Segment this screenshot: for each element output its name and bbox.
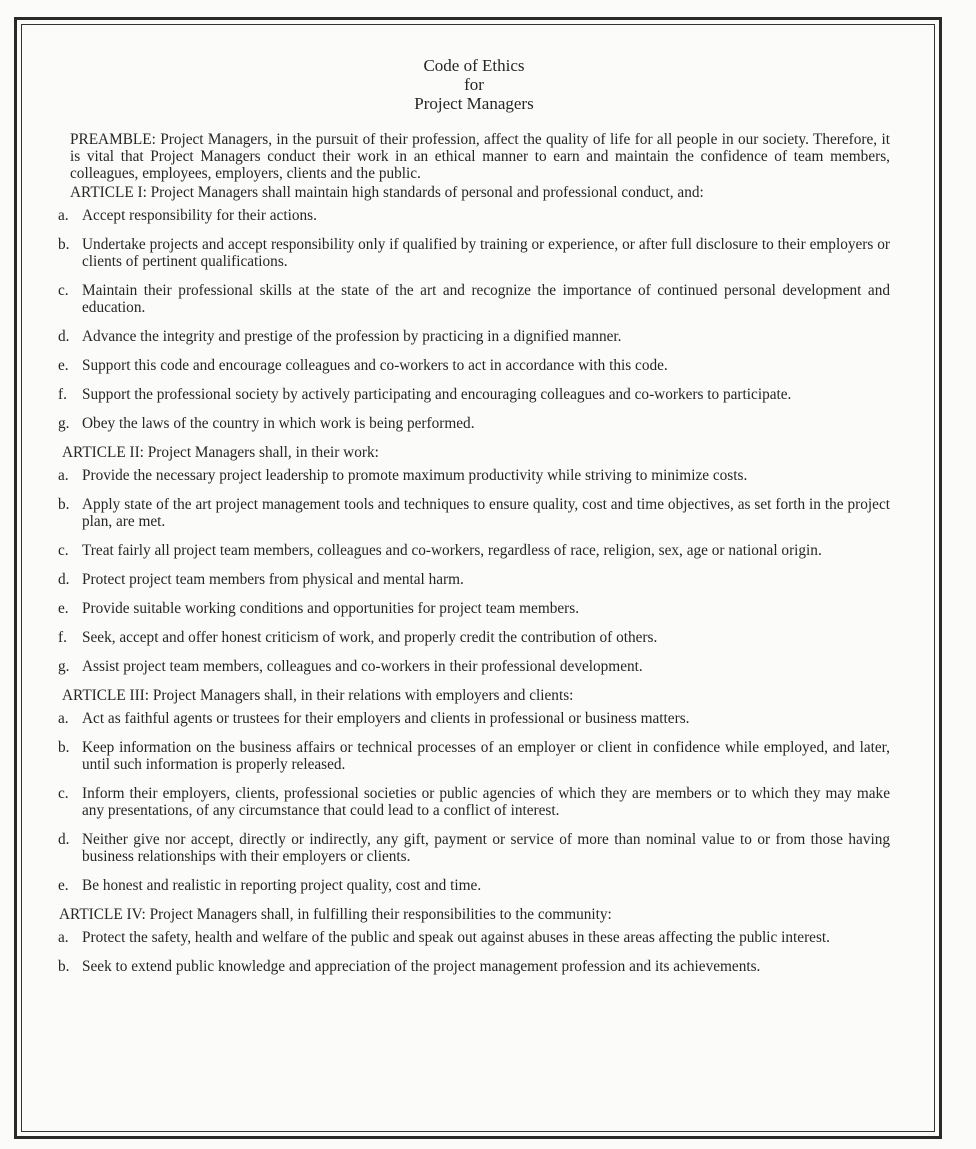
- list-item: [58, 785, 890, 819]
- title-line-1: Code of Ethics: [423, 56, 525, 75]
- item-marker: d.: [58, 571, 70, 588]
- item-marker: c.: [58, 542, 69, 559]
- article-3-list: [58, 710, 890, 894]
- item-text: Neither give nor accept, directly or indirectly, any gift, payment or service of more than nominal value to or from those having business relationships with their employers or clients.: [82, 831, 890, 865]
- item-marker: b.: [58, 496, 70, 513]
- item-marker: f.: [58, 386, 67, 403]
- list-item: [58, 877, 890, 894]
- item-marker: e.: [58, 600, 69, 617]
- item-text: Obey the laws of the country in which work is being performed.: [82, 415, 475, 432]
- item-text: Provide suitable working conditions and opportunities for project team members.: [82, 600, 580, 617]
- item-text: Treat fairly all project team members, colleagues and co-workers, regardless of race, religion, sex, age or national origin.: [82, 542, 822, 559]
- list-item: [58, 542, 890, 559]
- item-marker: c.: [58, 282, 69, 299]
- list-item: [58, 386, 890, 403]
- item-text: Provide the necessary project leadership to promote maximum productivity while striving to minimize costs.: [82, 467, 748, 484]
- title-line-3: Project Managers: [414, 94, 534, 113]
- list-item: [58, 710, 890, 727]
- item-text: Support the professional society by actively participating and encouraging colleagues and co-workers to participate.: [82, 386, 792, 403]
- item-text: Seek, accept and offer honest criticism of work, and properly credit the contribution of others.: [82, 629, 658, 646]
- list-item: [58, 739, 890, 773]
- list-item: [58, 658, 890, 675]
- item-text: Assist project team members, colleagues and co-workers in their professional development.: [82, 658, 643, 675]
- article-2-heading: ARTICLE II: Project Managers shall, in their work:: [62, 444, 379, 461]
- list-item: [58, 328, 890, 345]
- document-body: [58, 56, 890, 987]
- list-item: [58, 282, 890, 316]
- list-item: [58, 415, 890, 432]
- list-item: [58, 207, 890, 224]
- item-marker: b.: [58, 958, 70, 975]
- item-marker: c.: [58, 785, 69, 802]
- item-marker: g.: [58, 658, 70, 675]
- list-item: [58, 958, 890, 975]
- item-text: Protect the safety, health and welfare of the public and speak out against abuses in these areas affecting the public interest.: [82, 929, 831, 946]
- list-item: [58, 629, 890, 646]
- item-marker: d.: [58, 831, 70, 848]
- item-text: Protect project team members from physical and mental harm.: [82, 571, 464, 588]
- article-1-heading: ARTICLE I: Project Managers shall maintain high standards of personal and professional conduct, and:: [70, 184, 704, 201]
- list-item: [58, 600, 890, 617]
- item-text: Accept responsibility for their actions.: [82, 207, 317, 224]
- item-text: Advance the integrity and prestige of the profession by practicing in a dignified manner.: [82, 328, 622, 345]
- item-text: Act as faithful agents or trustees for their employers and clients in professional or business matters.: [82, 710, 690, 727]
- item-marker: a.: [58, 929, 69, 946]
- item-marker: f.: [58, 629, 67, 646]
- item-marker: b.: [58, 739, 70, 756]
- item-marker: a.: [58, 207, 69, 224]
- item-text: Apply state of the art project management tools and techniques to ensure quality, cost and time objectives, as set forth in the project plan, are met.: [82, 496, 890, 530]
- item-text: Seek to extend public knowledge and appreciation of the project management profession and its achievements.: [82, 958, 761, 975]
- item-text: Maintain their professional skills at the state of the art and recognize the importance of continued personal development and education.: [82, 282, 890, 316]
- article-4-list: [58, 929, 890, 975]
- list-item: [58, 929, 890, 946]
- item-marker: e.: [58, 877, 69, 894]
- item-text: Be honest and realistic in reporting project quality, cost and time.: [82, 877, 482, 894]
- list-item: [58, 496, 890, 530]
- list-item: [58, 236, 890, 270]
- article-1-list: [58, 207, 890, 432]
- item-marker: d.: [58, 328, 70, 345]
- article-3-heading: ARTICLE III: Project Managers shall, in their relations with employers and clients:: [62, 687, 574, 704]
- list-item: [58, 357, 890, 374]
- document-title: [58, 56, 890, 113]
- item-text: Keep information on the business affairs or technical processes of an employer or client in confidence while employed, and later, until such information is properly released.: [82, 739, 890, 773]
- item-marker: g.: [58, 415, 70, 432]
- item-text: Inform their employers, clients, professional societies or public agencies of which they are members or to which they may make any presentations, of any circumstance that could lead to a conflict of interest.: [82, 785, 890, 819]
- list-item: [58, 831, 890, 865]
- item-text: Support this code and encourage colleagues and co-workers to act in accordance with this code.: [82, 357, 668, 374]
- item-marker: b.: [58, 236, 70, 253]
- item-marker: a.: [58, 710, 69, 727]
- article-4-heading: ARTICLE IV: Project Managers shall, in fulfilling their responsibilities to the community:: [59, 906, 612, 923]
- preamble: PREAMBLE: Project Managers, in the pursuit of their profession, affect the quality of life for all people in our society. Therefore, it is vital that Project Managers conduct their work in an ethical manner to earn and maintain the confidence of team members, colleagues, employees, employers, clients and the public.: [70, 131, 890, 182]
- item-text: Undertake projects and accept responsibility only if qualified by training or experience, or after full disclosure to their employers or clients of pertinent qualifications.: [82, 236, 890, 270]
- list-item: [58, 467, 890, 484]
- item-marker: a.: [58, 467, 69, 484]
- list-item: [58, 571, 890, 588]
- item-marker: e.: [58, 357, 69, 374]
- title-line-2: for: [464, 75, 484, 94]
- article-2-list: [58, 467, 890, 675]
